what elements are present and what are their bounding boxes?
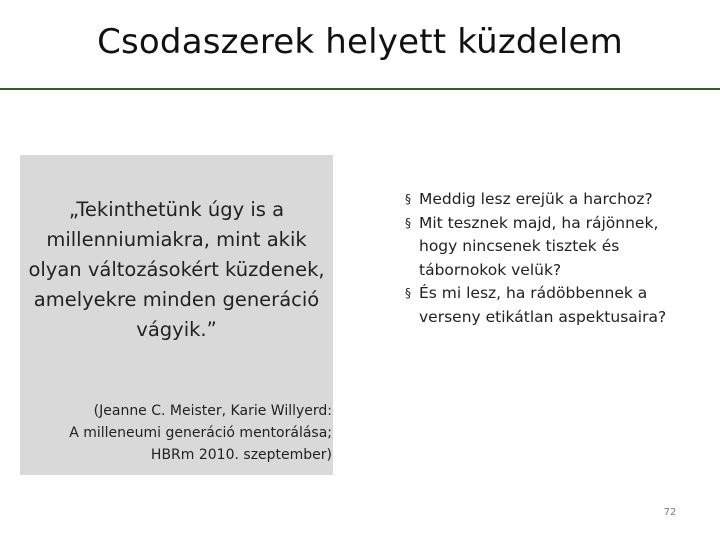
bullet-marker-icon: § — [405, 215, 411, 230]
quote-line: „Tekinthetünk úgy is a — [68, 198, 285, 221]
quote-line: millenniumiakra, mint akik — [46, 228, 307, 251]
title-divider — [0, 88, 720, 90]
quote-line: vágyik.” — [136, 318, 217, 341]
bullet-list — [405, 188, 705, 329]
quote-source — [19, 400, 332, 466]
bullet-line: hogy nincsenek tisztek és — [419, 237, 620, 255]
bullet-marker-icon: § — [405, 192, 411, 206]
quote-line: olyan változásokért küzdenek, — [28, 258, 325, 281]
bullet-item — [405, 188, 705, 212]
bullet-line: Mit tesznek majd, ha rájönnek, — [419, 213, 659, 232]
quote-box — [20, 155, 333, 475]
bullet-line: Meddig lesz erejük a harchoz? — [419, 190, 653, 208]
source-line: (Jeanne C. Meister, Karie Willyerd: — [93, 403, 332, 419]
bullet-item — [405, 212, 705, 283]
bullet-marker-icon: § — [405, 286, 411, 300]
quote-line: amelyekre minden generáció — [33, 288, 320, 311]
page-number: 72 — [663, 507, 677, 518]
bullet-line: tábornokok velük? — [419, 260, 562, 279]
quote-text — [20, 195, 333, 345]
bullet-line: verseny etikátlan aspektusaira? — [419, 307, 667, 326]
source-line: A milleneumi generáció mentorálása; — [69, 425, 332, 441]
slide-title: Csodaszerek helyett küzdelem — [97, 22, 623, 62]
bullet-line: És mi lesz, ha rádöbbennek a — [419, 284, 648, 302]
bullet-item — [405, 282, 705, 329]
source-line: HBRm 2010. szeptember) — [150, 447, 332, 463]
